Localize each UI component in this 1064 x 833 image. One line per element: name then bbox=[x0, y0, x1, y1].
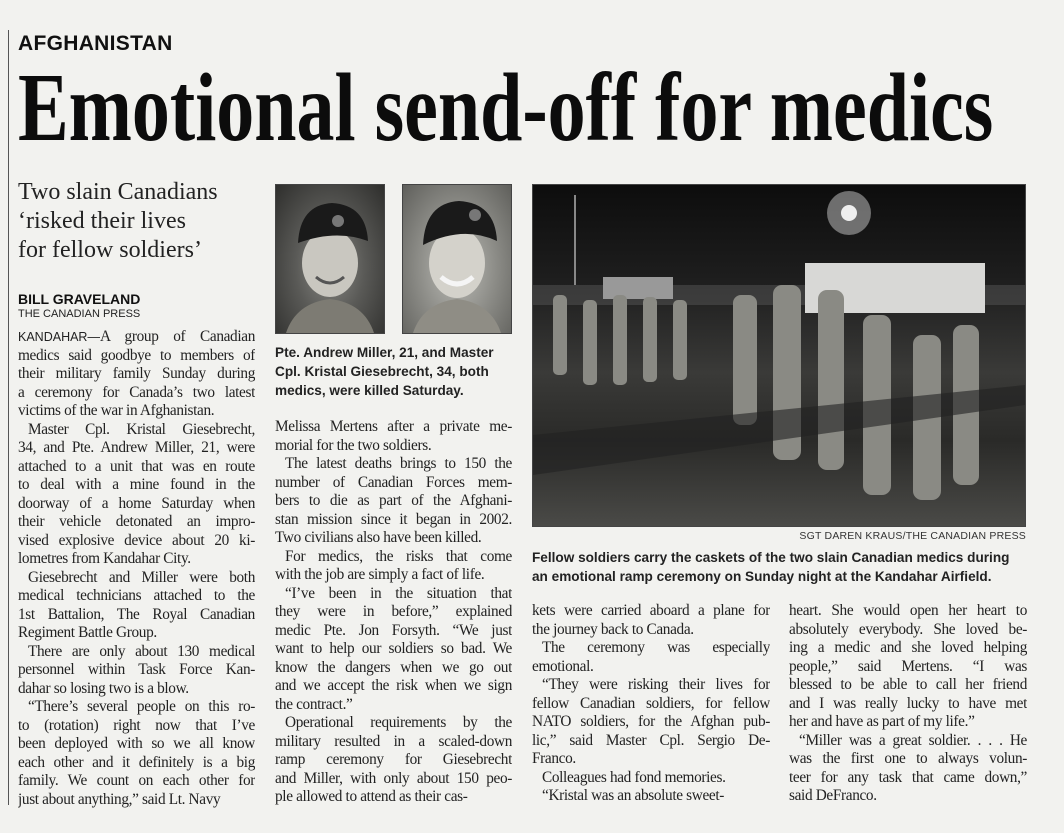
article-line: NATO soldiers, for the Afghan pub- bbox=[532, 713, 770, 730]
article-line: absolutely everybody. She loved be- bbox=[789, 620, 1027, 638]
article-line: blessed to be able to call her friend bbox=[789, 676, 1027, 693]
article-line: and Miller, with only about 150 peo- bbox=[275, 769, 512, 787]
deck-line: for fellow soldiers’ bbox=[18, 237, 202, 263]
caption-line: an emotional ramp ceremony on Sunday night at the Kandahar Airfield. bbox=[532, 569, 992, 584]
deck-line: Two slain Canadians bbox=[18, 179, 218, 205]
caption-line: Fellow soldiers carry the caskets of the two slain Canadian medics during bbox=[532, 550, 1010, 565]
article-line: “I’ve been in the situation that bbox=[285, 584, 512, 602]
portrait-kristal-giesebrecht bbox=[402, 184, 512, 334]
article-line: 1st Battalion, The Royal Canadian bbox=[18, 605, 255, 623]
article-column-3 bbox=[532, 602, 770, 806]
article-line: a ceremony for Canada’s two latest bbox=[18, 383, 255, 401]
article-line: Operational requirements by the bbox=[285, 714, 512, 731]
article-line: Franco. bbox=[532, 750, 576, 767]
article-line: bers to die as part of the Afghani- bbox=[275, 492, 512, 509]
deck-line: ‘risked their lives bbox=[18, 208, 186, 234]
article-line: emotional. bbox=[532, 657, 594, 675]
article-line: “Kristal was an absolute sweet- bbox=[542, 787, 724, 804]
article-line: vised explosive device about 20 ki- bbox=[18, 531, 255, 549]
article-line: medical technicians attached to the bbox=[18, 587, 255, 604]
article-line: Master Cpl. Kristal Giesebrecht, bbox=[28, 420, 255, 438]
article-line: teer for any task that came down,” bbox=[789, 768, 1027, 786]
article-line: Melissa Mertens after a private me- bbox=[275, 418, 512, 435]
article-line: The latest deaths brings to 150 the bbox=[285, 455, 512, 472]
article-line: to (rotation) right now that I’ve bbox=[18, 716, 255, 734]
article-line: the contract.” bbox=[275, 695, 353, 713]
soldiers-carrying-caskets-icon bbox=[533, 185, 1025, 526]
article-line: their military family Sunday during bbox=[18, 365, 255, 382]
article-line: they were in before,” explained bbox=[275, 603, 512, 620]
article-line: and we accept the risk when we sign bbox=[275, 677, 512, 694]
article-line: said DeFranco. bbox=[789, 787, 877, 804]
article-line: fellow Canadian soldiers, for fellow bbox=[532, 694, 770, 712]
article-line: to deal with a mine found in the bbox=[18, 476, 255, 493]
caption-line: medics, were killed Saturday. bbox=[275, 383, 464, 398]
portrait-andrew-miller bbox=[275, 184, 385, 334]
article-line bbox=[18, 328, 255, 347]
article-column-4 bbox=[789, 602, 1027, 806]
article-line: kets were carried aboard a plane for bbox=[532, 602, 770, 619]
byline-agency: THE CANADIAN PRESS bbox=[18, 308, 141, 320]
soldier-portrait-icon bbox=[276, 185, 384, 333]
article-line: personnel within Task Force Kan- bbox=[18, 661, 255, 678]
article-column-1 bbox=[18, 328, 255, 809]
article-line: family. We count on each other for bbox=[18, 772, 255, 789]
article-line: ramp ceremony for Giesebrecht bbox=[275, 751, 512, 768]
article-line: lic,” said Master Cpl. Sergio De- bbox=[532, 731, 770, 749]
article-line: medics said goodbye to members of bbox=[18, 346, 255, 364]
article-line: just about anything,” said Lt. Navy bbox=[18, 790, 221, 808]
article-column-2 bbox=[275, 418, 512, 807]
article-line: The ceremony was especially bbox=[542, 639, 770, 656]
article-line: dahar so losing two is a blow. bbox=[18, 679, 189, 697]
article-line: people,” said Mertens. “I was bbox=[789, 657, 1027, 675]
article-line: There are only about 130 medical bbox=[28, 642, 255, 660]
article-line: ple allowed to attend as their cas- bbox=[275, 788, 468, 805]
deck-subheadline bbox=[18, 178, 258, 265]
article-line: stan mission since it began in 2002. bbox=[275, 510, 512, 528]
article-line: was the first one to always volun- bbox=[789, 750, 1027, 767]
article-line: each other and it definitely is a big bbox=[18, 753, 255, 771]
article-line: doorway of a home Saturday when bbox=[18, 494, 255, 512]
article-line: been deployed with so we all know bbox=[18, 735, 255, 752]
ramp-ceremony-photo bbox=[532, 184, 1026, 527]
caption-line: Pte. Andrew Miller, 21, and Master bbox=[275, 345, 494, 360]
article-line: medic Pte. Jon Forsyth. “We just bbox=[275, 621, 512, 639]
photo-credit: SGT DAREN KRAUS/THE CANADIAN PRESS bbox=[799, 530, 1026, 542]
article-line: Colleagues had fond memories. bbox=[542, 768, 726, 786]
article-text: A group of Canadian bbox=[99, 328, 255, 345]
article-line: attached to a unit that was en route bbox=[18, 457, 255, 475]
article-line: know the dangers when we go out bbox=[275, 658, 512, 676]
article-line: their vehicle detonated an impro- bbox=[18, 513, 255, 530]
article-line: military resulted in a scaled-down bbox=[275, 732, 512, 750]
article-line: victims of the war in Afghanistan. bbox=[18, 402, 215, 419]
article-line: the journey back to Canada. bbox=[532, 620, 694, 638]
article-line: Two civilians also have been killed. bbox=[275, 529, 482, 546]
article-line: and I was really lucky to have met bbox=[789, 694, 1027, 712]
article-line: Regiment Battle Group. bbox=[18, 624, 157, 641]
portraits-caption bbox=[275, 343, 520, 400]
byline-author: BILL GRAVELAND bbox=[18, 291, 141, 307]
caption-line: Cpl. Kristal Giesebrecht, 34, both bbox=[275, 364, 489, 379]
article-line: want to help our soldiers so bad. We bbox=[275, 640, 512, 657]
article-line: Giesebrecht and Miller were both bbox=[28, 568, 255, 586]
article-line: “Miller was a great soldier. . . . He bbox=[799, 731, 1027, 749]
article-line: 34, and Pte. Andrew Miller, 21, were bbox=[18, 439, 255, 456]
soldier-portrait-icon bbox=[403, 185, 511, 333]
headline: Emotional send-off for medics bbox=[18, 54, 994, 162]
article-line: her and have as part of my life.” bbox=[789, 713, 975, 730]
main-photo-caption bbox=[532, 548, 1032, 586]
article-line: morial for the two soldiers. bbox=[275, 436, 432, 454]
article-line: ing a medic and she loved helping bbox=[789, 639, 1027, 656]
column-rule bbox=[8, 30, 9, 805]
article-line: with the job are simply a fact of life. bbox=[275, 566, 485, 583]
section-label: AFGHANISTAN bbox=[18, 32, 173, 55]
article-line: “They were risking their lives for bbox=[542, 676, 770, 693]
article-line: lometres from Kandahar City. bbox=[18, 550, 191, 567]
article-line: heart. She would open her heart to bbox=[789, 602, 1027, 619]
article-line: number of Canadian Forces mem- bbox=[275, 473, 512, 491]
dateline: KANDAHAR— bbox=[18, 330, 100, 344]
article-line: “There’s several people on this ro- bbox=[28, 698, 255, 715]
article-line: For medics, the risks that come bbox=[285, 547, 512, 565]
